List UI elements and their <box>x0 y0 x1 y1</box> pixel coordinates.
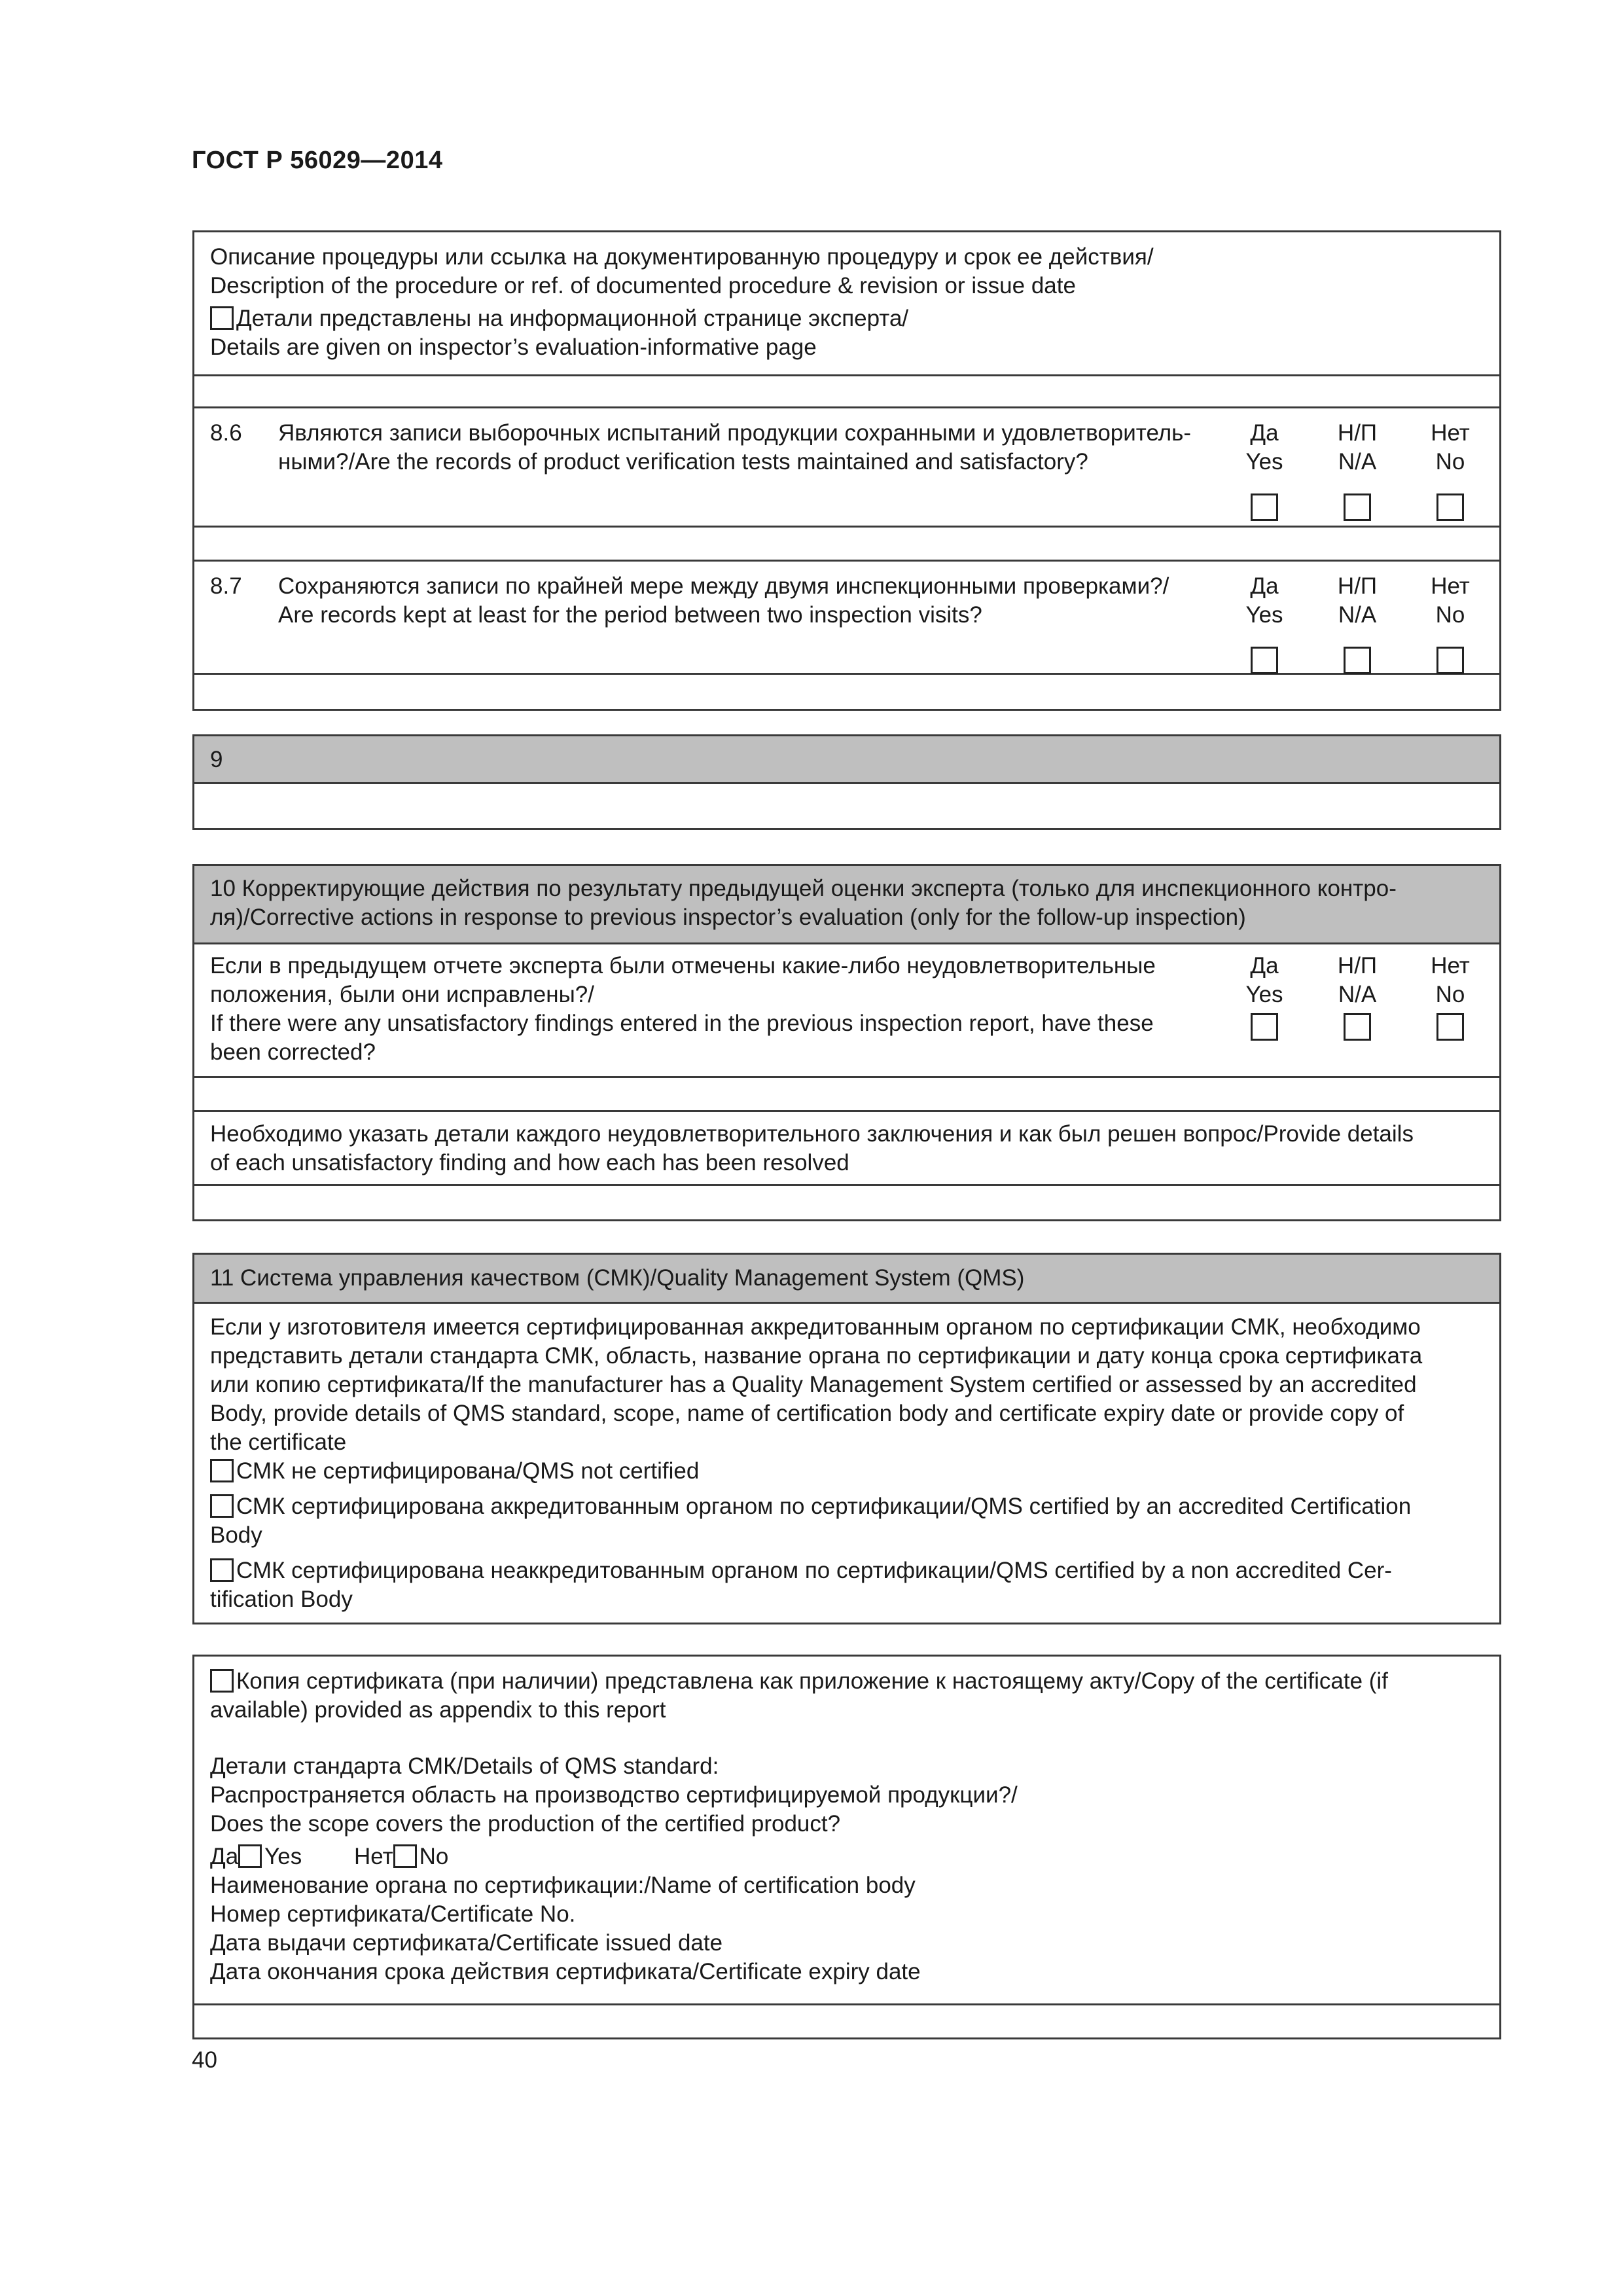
no-label-en: No <box>1435 982 1465 1007</box>
question-8-6 <box>194 408 1499 528</box>
question-text-line: Are records kept at least for the period between two inspection visits? <box>278 602 982 628</box>
scope-no-en: No <box>419 1844 449 1869</box>
certificate-details-cell <box>194 1657 1499 2005</box>
intro-text-line: the certificate <box>210 1429 347 1455</box>
scope-yes-en: Yes <box>264 1844 302 1869</box>
document-header: ГОСТ Р 56029—2014 <box>192 147 443 174</box>
section-11-title: 11 Система управления качеством (СМК)/Quality Management System (QMS) <box>210 1265 1025 1291</box>
details-text-line: of each unsatisfactory finding and how each has been resolved <box>210 1150 849 1175</box>
section-10-title-line: 10 Корректирующие действия по результату предыдущей оценки эксперта (только для инспекционного контро- <box>210 876 1397 901</box>
no-checkbox[interactable] <box>1436 493 1464 521</box>
section-9-header <box>194 736 1499 784</box>
question-text-line: been corrected? <box>210 1039 376 1065</box>
question-text-line: Являются записи выборочных испытаний продукции сохранными и удовлетворитель- <box>278 420 1192 446</box>
details-text-line: Необходимо указать детали каждого неудовлетворительного заключения и как был решен вопрос/Provide details <box>210 1121 1414 1147</box>
procedure-description-cell <box>194 232 1499 376</box>
na-label-ru: Н/П <box>1337 573 1378 599</box>
yes-label-ru: Да <box>1250 573 1279 599</box>
intro-text-line: Body, provide details of QMS standard, scope, name of certification body and certificate expiry date or provide copy of <box>210 1401 1404 1426</box>
yes-label-en: Yes <box>1245 982 1283 1007</box>
qms-not-certified-checkbox[interactable] <box>210 1459 234 1482</box>
section-10-question <box>194 944 1499 1078</box>
no-label-ru: Нет <box>1431 420 1470 446</box>
certificate-answer-field[interactable] <box>194 2005 1499 2037</box>
section-10-details-field[interactable] <box>194 1186 1499 1219</box>
section-11-header <box>194 1255 1499 1304</box>
section-10-title-line: ля)/Corrective actions in response to previous inspector’s evaluation (only for the follow-up inspection) <box>210 905 1246 930</box>
procedure-answer-field[interactable] <box>194 376 1499 408</box>
na-label-en: N/A <box>1338 602 1377 628</box>
scope-question-ru: Распространяется область на производство сертифицируемой продукции?/ <box>210 1782 1018 1808</box>
qms-non-accredited-label-cont: tification Body <box>210 1587 353 1612</box>
intro-text-line: Если у изготовителя имеется сертифицированная аккредитованным органом по сертификации СМК, необходимо <box>210 1314 1421 1340</box>
qms-accredited-label-cont: Body <box>210 1522 262 1548</box>
yes-checkbox[interactable] <box>1251 493 1278 521</box>
no-checkbox[interactable] <box>1436 1013 1464 1041</box>
question-text-line: Сохраняются записи по крайней мере между двумя инспекционными проверками?/ <box>278 573 1169 599</box>
question-text-line: Если в предыдущем отчете эксперта были отмечены какие-либо неудовлетворительные <box>210 953 1156 978</box>
question-8-7-answer-field[interactable] <box>194 675 1499 709</box>
no-checkbox[interactable] <box>1436 647 1464 674</box>
certificate-copy-block <box>192 1655 1501 2039</box>
question-8-7 <box>194 562 1499 675</box>
scope-yes-ru: Да <box>210 1844 239 1869</box>
procedure-description-ru: Описание процедуры или ссылка на документированную процедуру и срок ее действия/ <box>210 244 1154 270</box>
question-8-6-answer-field[interactable] <box>194 528 1499 562</box>
certificate-expiry-date: Дата окончания срока действия сертификата/Certificate expiry date <box>210 1959 921 1984</box>
question-text-line: положения, были они исправлены?/ <box>210 982 594 1007</box>
na-label-en: N/A <box>1338 449 1377 475</box>
question-number: 8.7 <box>210 573 242 599</box>
procedure-description-en: Description of the procedure or ref. of documented procedure & revision or issue date <box>210 273 1076 298</box>
section-10-details <box>194 1112 1499 1186</box>
scope-yes-checkbox[interactable] <box>238 1844 262 1868</box>
yes-label-ru: Да <box>1250 420 1279 446</box>
na-label-ru: Н/П <box>1337 953 1378 978</box>
section-9-block <box>192 734 1501 830</box>
question-number: 8.6 <box>210 420 242 446</box>
yes-label-ru: Да <box>1250 953 1279 978</box>
question-text-line: ными?/Are the records of product verification tests maintained and satisfactory? <box>278 449 1088 475</box>
no-label-en: No <box>1435 602 1465 628</box>
certificate-number: Номер сертификата/Certificate No. <box>210 1901 576 1927</box>
section-9-title: 9 <box>210 747 223 772</box>
no-label-ru: Нет <box>1431 953 1470 978</box>
yes-checkbox[interactable] <box>1251 1013 1278 1041</box>
yes-checkbox[interactable] <box>1251 647 1278 674</box>
yes-label-en: Yes <box>1245 602 1283 628</box>
qms-non-accredited-label: СМК сертифицирована неаккредитованным органом по сертификации/QMS certified by a non accredited Cer- <box>236 1558 1392 1583</box>
certificate-copy-label: Копия сертификата (при наличии) представлена как приложение к настоящему акту/Copy of the certificate (if <box>236 1668 1388 1694</box>
inspector-page-label-ru: Детали представлены на информационной странице эксперта/ <box>236 306 909 331</box>
na-checkbox[interactable] <box>1344 1013 1371 1041</box>
certificate-copy-label-cont: available) provided as appendix to this report <box>210 1697 666 1723</box>
yes-label-en: Yes <box>1245 449 1283 475</box>
question-text-line: If there were any unsatisfactory findings entered in the previous inspection report, have these <box>210 1011 1154 1036</box>
qms-accredited-checkbox[interactable] <box>210 1494 234 1518</box>
inspector-page-label-en: Details are given on inspector’s evaluation-informative page <box>210 334 817 360</box>
qms-accredited-label: СМК сертифицирована аккредитованным органом по сертификации/QMS certified by an accredited Certification <box>236 1494 1412 1519</box>
section-11-body <box>194 1304 1499 1623</box>
section-9-answer-field[interactable] <box>194 784 1499 828</box>
qms-standard-details: Детали стандарта СМК/Details of QMS standard: <box>210 1753 719 1779</box>
na-checkbox[interactable] <box>1344 647 1371 674</box>
section-10-header <box>194 866 1499 944</box>
na-label-en: N/A <box>1338 982 1377 1007</box>
intro-text-line: представить детали стандарта СМК, область, название органа по сертификации и дату конца срока сертификата <box>210 1343 1423 1369</box>
certification-body-name: Наименование органа по сертификации:/Name of certification body <box>210 1873 916 1898</box>
section-11-block <box>192 1253 1501 1624</box>
scope-no-ru: Нет <box>354 1844 393 1869</box>
na-checkbox[interactable] <box>1344 493 1371 521</box>
procedure-description-block <box>192 230 1501 711</box>
certificate-issued-date: Дата выдачи сертификата/Certificate issued date <box>210 1930 723 1956</box>
section-10-block <box>192 864 1501 1221</box>
no-label-ru: Нет <box>1431 573 1470 599</box>
scope-no-checkbox[interactable] <box>393 1844 417 1868</box>
no-label-en: No <box>1435 449 1465 475</box>
na-label-ru: Н/П <box>1337 420 1378 446</box>
inspector-page-checkbox[interactable] <box>210 306 234 330</box>
intro-text-line: или копию сертификата/If the manufacturer has a Quality Management System certified or assessed by an accredited <box>210 1372 1417 1397</box>
qms-not-certified-label: СМК не сертифицирована/QMS not certified <box>236 1458 700 1484</box>
page-number: 40 <box>192 2047 217 2073</box>
qms-non-accredited-checkbox[interactable] <box>210 1558 234 1582</box>
section-10-answer-field[interactable] <box>194 1078 1499 1112</box>
certificate-copy-checkbox[interactable] <box>210 1669 234 1693</box>
scope-question-en: Does the scope covers the production of the certified product? <box>210 1811 841 1837</box>
